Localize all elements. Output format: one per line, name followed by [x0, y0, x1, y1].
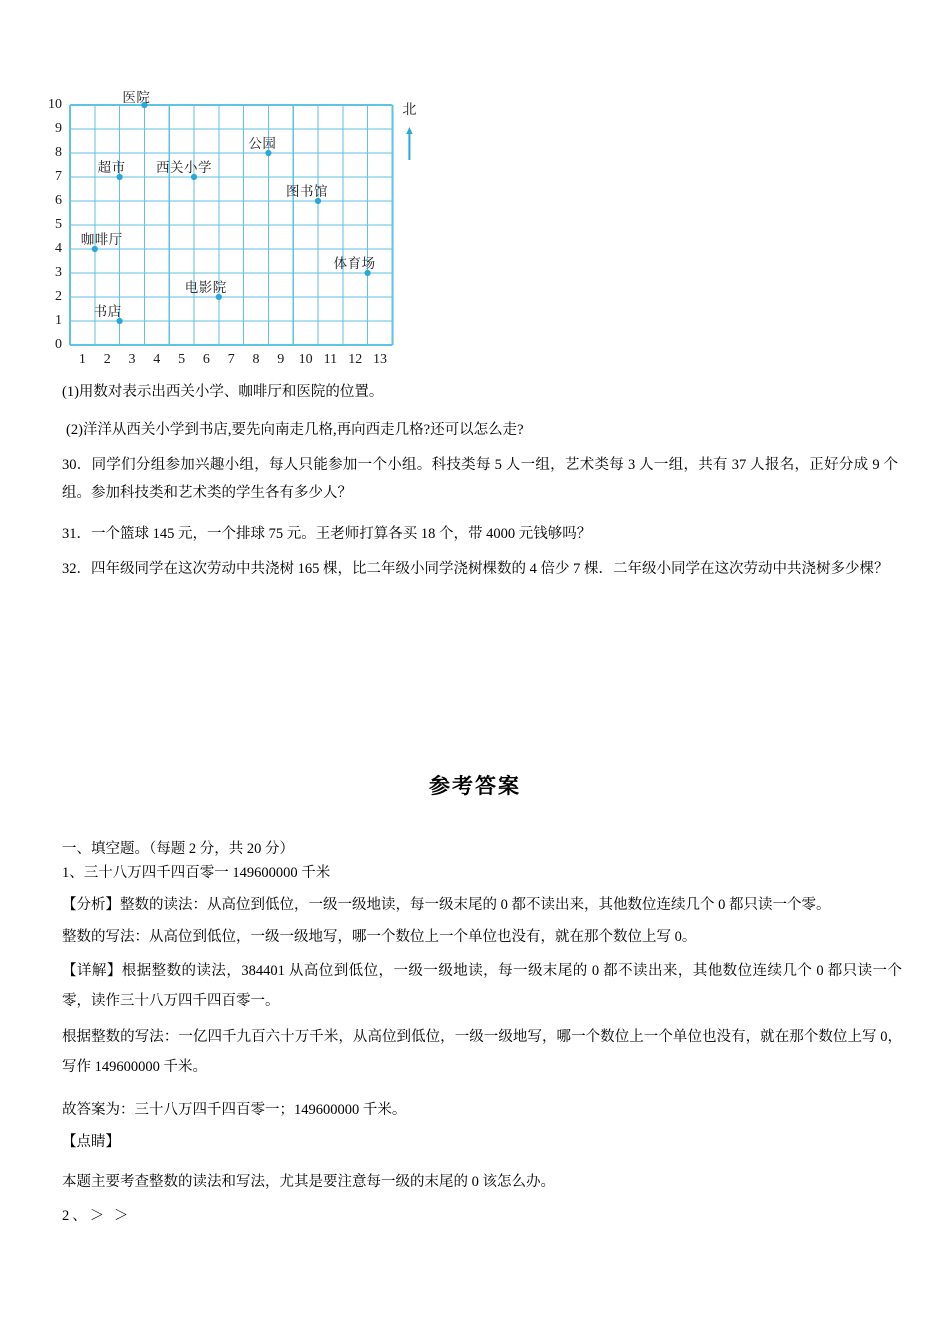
y-axis-tick-6: 6	[55, 193, 62, 208]
x-axis-tick-3: 3	[128, 352, 136, 367]
answer-analysis-2: 整数的写法：从高位到低位，一级一级地写，哪一个数位上一个单位也没有，就在那个数位上写 0。	[62, 929, 697, 945]
point-label-2: 超市	[97, 160, 126, 175]
y-axis-tick-0: 0	[55, 337, 62, 352]
question-30: 30．同学们分组参加兴趣小组，每人只能参加一个小组。科技类每 5 人一组，艺术类每 3 人一组，共有 37 人报名，正好分成 9 个组。参加科技类和艺术类的学生各有多少人？	[62, 457, 898, 501]
answer-item-2: 2、＞ ＞	[62, 1208, 132, 1224]
coordinate-grid-figure	[0, 0, 950, 375]
point-label-7: 电影院	[184, 280, 227, 295]
point-label-8: 书店	[93, 304, 122, 319]
x-axis-tick-1: 1	[78, 352, 86, 367]
answer-analysis-1: 【分析】整数的读法：从高位到低位，一级一级地读，每一级末尾的 0 都不读出来，其他数位连续几个 0 都只读一个零。	[62, 897, 831, 913]
point-label-6: 体育场	[333, 256, 376, 271]
y-axis-tick-7: 7	[55, 169, 62, 184]
y-axis-tick-9: 9	[55, 121, 62, 136]
grid-points	[92, 102, 371, 324]
question-31: 31．一个篮球 145 元，一个排球 75 元。王老师打算各买 18 个，带 4000 元钱够吗？	[62, 526, 592, 542]
x-axis-tick-4: 4	[153, 352, 161, 367]
answer-insight-heading: 【点睛】	[62, 1134, 120, 1150]
point-label-0: 医院	[122, 90, 151, 105]
point-label-3: 西关小学	[156, 160, 212, 175]
answer-detail-2: 根据整数的写法：一亿四千九百六十万千米，从高位到低位，一级一级地写，哪一个数位上一个单位也没有，就在那个数位上写 0，写作 149600000 千米。	[62, 1029, 902, 1076]
x-axis-tick-6: 6	[202, 352, 210, 367]
y-axis-tick-5: 5	[55, 217, 62, 232]
y-axis-tick-2: 2	[55, 289, 62, 304]
answer-insight-text: 本题主要考查整数的读法和写法，尤其是要注意每一级的末尾的 0 该怎么办。	[62, 1174, 555, 1190]
x-axis-tick-2: 2	[103, 352, 111, 367]
y-axis-tick-8: 8	[55, 145, 62, 160]
north-label: 北	[402, 103, 417, 118]
x-axis-tick-11: 11	[323, 352, 338, 367]
y-axis-tick-3: 3	[55, 265, 62, 280]
answer-key-title: 参考答案	[429, 774, 521, 798]
answer-item-1: 1、三十八万四千四百零一 149600000 千米	[62, 865, 331, 881]
x-axis-tick-9: 9	[277, 352, 285, 367]
point-label-4: 图书馆	[286, 184, 328, 199]
answer-section-heading: 一、填空题。（每题 2 分，共 20 分）	[62, 841, 294, 857]
point-label-5: 咖啡厅	[80, 232, 123, 247]
y-axis-tick-1: 1	[55, 313, 62, 328]
question-32: 32．四年级同学在这次劳动中共浇树 165 棵，比二年级小同学浇树棵数的 4 倍少 7 棵．二年级小同学在这次劳动中共浇树多少棵？	[62, 561, 889, 577]
x-axis-tick-12: 12	[348, 352, 363, 367]
x-axis-tick-7: 7	[227, 352, 235, 367]
answer-conclusion: 故答案为：三十八万四千四百零一；149600000 千米。	[62, 1102, 407, 1118]
y-axis-tick-4: 4	[55, 241, 62, 256]
y-axis-tick-10: 10	[48, 97, 62, 112]
point-label-1: 公园	[248, 136, 277, 151]
grid-svg	[0, 0, 950, 375]
x-axis-tick-5: 5	[178, 352, 186, 367]
x-axis-tick-10: 10	[298, 352, 313, 367]
x-axis-tick-8: 8	[252, 352, 260, 367]
north-arrow-icon	[406, 127, 412, 160]
question-29-part2: (2)洋洋从西关小学到书店,要先向南走几格,再向西走几格?还可以怎么走?	[66, 422, 524, 438]
answer-detail-1: 【详解】根据整数的读法，384401 从高位到低位，一级一级地读，每一级末尾的 0 都不读出来，其他数位连续几个 0 都只读一个零，读作三十八万四千四百零一。	[62, 963, 902, 1010]
question-29-part1: (1)用数对表示出西关小学、咖啡厅和医院的位置。	[62, 384, 384, 400]
x-axis-tick-13: 13	[373, 352, 387, 367]
